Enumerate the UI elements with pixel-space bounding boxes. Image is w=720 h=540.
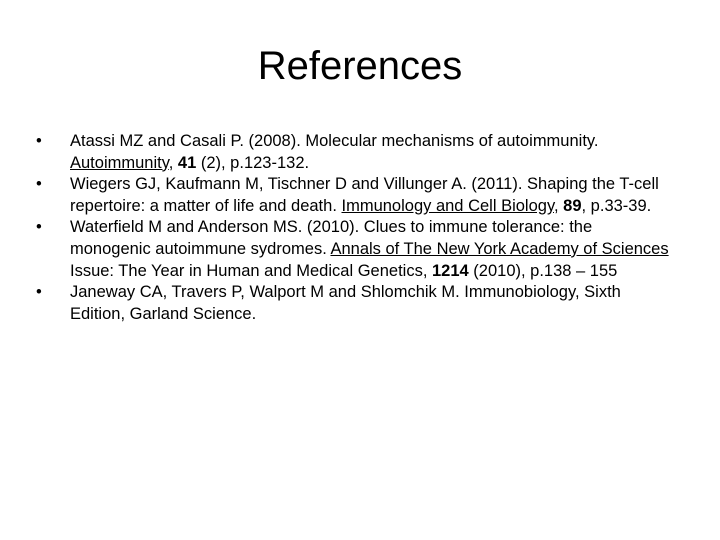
reference-pages: (2010), p.138 – 155 [468, 261, 618, 280]
reference-item [36, 282, 676, 325]
reference-volume: 1214 [432, 261, 469, 280]
reference-authors-title: Wiegers GJ, Kaufmann M, Tischner D and Villunger A. (2011). Shaping the T-cell repertoire: a matter of life and death. [70, 175, 659, 215]
reference-text: Janeway CA, Travers P, Walport M and Shlomchik M. Immunobiology, Sixth Edition, Garland Science. [70, 283, 621, 323]
bullet-icon: • [36, 218, 42, 237]
reference-pages: (2), p.123-132. [196, 153, 310, 172]
reference-journal: Immunology and Cell Biology [341, 196, 554, 215]
reference-pages: , p.33-39. [581, 196, 652, 215]
reference-item [36, 174, 676, 217]
bullet-icon: • [36, 132, 42, 150]
reference-authors-title: Atassi MZ and Casali P. (2008). Molecular mechanisms of autoimmunity. [70, 132, 599, 150]
reference-item [36, 131, 676, 174]
reference-authors-title: Waterfield M and Anderson MS. (2010). Clues to immune tolerance: the monogenic autoimmune sydromes. [70, 218, 593, 258]
reference-list [36, 131, 676, 325]
reference-volume: 89 [563, 196, 582, 215]
reference-journal: Autoimmunity [70, 153, 169, 172]
reference-issue: Issue: The Year in Human and Medical Genetics, [70, 261, 432, 280]
reference-journal: Annals of The New York Academy of Sciences [330, 239, 669, 258]
reference-separator: , [553, 196, 564, 215]
bullet-icon: • [36, 175, 42, 194]
reference-separator: , [168, 153, 178, 172]
reference-volume: 41 [177, 153, 197, 172]
reference-item [36, 217, 676, 282]
slide-title: References [257, 44, 463, 88]
bullet-icon: • [36, 283, 42, 302]
